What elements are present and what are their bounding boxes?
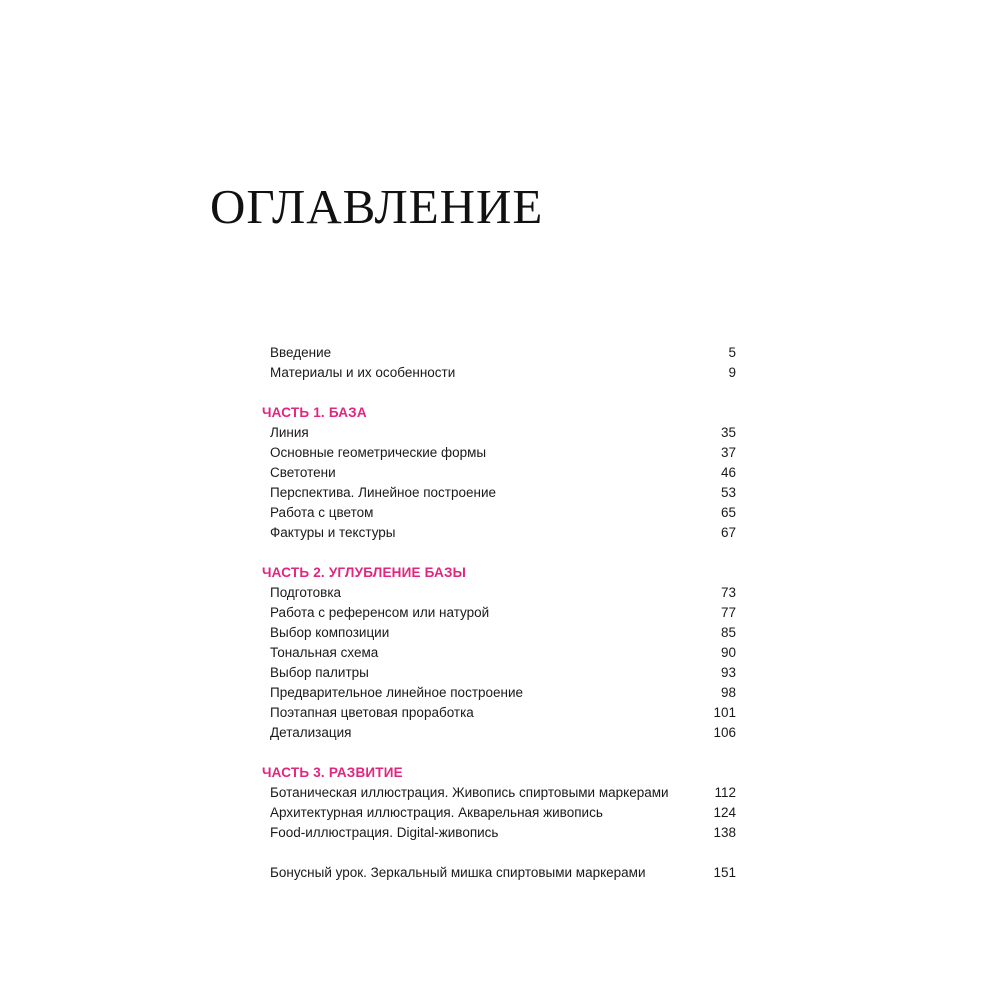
toc-entry-label: Введение <box>270 345 332 360</box>
toc-entry-label: Работа с цветом <box>270 505 374 520</box>
toc-entry-page: 93 <box>720 665 736 680</box>
spacer <box>262 383 736 403</box>
toc-entry-label: Детализация <box>270 725 352 740</box>
toc-entry-page: 9 <box>728 365 736 380</box>
toc-entry-page: 77 <box>720 605 736 620</box>
toc-entry[interactable] <box>262 503 736 523</box>
spacer <box>262 843 736 863</box>
toc-entry[interactable] <box>262 423 736 443</box>
table-of-contents <box>262 343 736 883</box>
toc-entry-label: Предварительное линейное построение <box>270 685 524 700</box>
toc-entry-page: 37 <box>720 445 736 460</box>
toc-entry-label: Работа с референсом или натурой <box>270 605 490 620</box>
toc-entry[interactable] <box>262 643 736 663</box>
toc-entry-page: 67 <box>720 525 736 540</box>
toc-entry-page: 151 <box>713 865 736 880</box>
toc-entry-page: 138 <box>713 825 736 840</box>
toc-entry-materials[interactable] <box>262 363 736 383</box>
part-1-heading: ЧАСТЬ 1. БАЗА <box>262 405 367 420</box>
toc-entry[interactable] <box>262 443 736 463</box>
toc-entry-label: Линия <box>270 425 309 440</box>
toc-entry-page: 98 <box>720 685 736 700</box>
spacer <box>262 743 736 763</box>
toc-entry-page: 5 <box>728 345 736 360</box>
toc-entry-label: Бонусный урок. Зеркальный мишка спиртовыми маркерами <box>270 865 646 880</box>
toc-entry-label: Подготовка <box>270 585 342 600</box>
toc-entry-introduction[interactable] <box>262 343 736 363</box>
toc-entry-label: Food-иллюстрация. Digital-живопись <box>270 825 499 840</box>
toc-entry[interactable] <box>262 483 736 503</box>
toc-entry[interactable] <box>262 723 736 743</box>
toc-entry-label: Выбор композиции <box>270 625 390 640</box>
toc-entry[interactable] <box>262 463 736 483</box>
toc-entry[interactable] <box>262 703 736 723</box>
toc-entry-page: 73 <box>720 585 736 600</box>
toc-entry[interactable] <box>262 663 736 683</box>
toc-entry[interactable] <box>262 623 736 643</box>
toc-entry-page: 85 <box>720 625 736 640</box>
toc-entry[interactable] <box>262 783 736 803</box>
toc-entry-page: 106 <box>713 725 736 740</box>
toc-entry-label: Ботаническая иллюстрация. Живопись спиртовыми маркерами <box>270 785 669 800</box>
toc-entry-page: 101 <box>713 705 736 720</box>
toc-entry[interactable] <box>262 523 736 543</box>
toc-entry[interactable] <box>262 683 736 703</box>
toc-entry-label: Выбор палитры <box>270 665 369 680</box>
toc-entry-label: Тональная схема <box>270 645 379 660</box>
part-3-heading: ЧАСТЬ 3. РАЗВИТИЕ <box>262 765 403 780</box>
toc-entry[interactable] <box>262 583 736 603</box>
page-title: ОГЛАВЛЕНИЕ <box>210 179 544 234</box>
toc-entry[interactable] <box>262 823 736 843</box>
toc-entry-label: Перспектива. Линейное построение <box>270 485 497 500</box>
toc-entry-page: 90 <box>720 645 736 660</box>
toc-entry[interactable] <box>262 803 736 823</box>
spacer <box>262 543 736 563</box>
toc-entry-page: 65 <box>720 505 736 520</box>
toc-entry-label: Поэтапная цветовая проработка <box>270 705 474 720</box>
toc-entry-label: Архитектурная иллюстрация. Акварельная живопись <box>270 805 603 820</box>
toc-entry-label: Светотени <box>270 465 336 480</box>
toc-entry[interactable] <box>262 603 736 623</box>
part-2-heading: ЧАСТЬ 2. УГЛУБЛЕНИЕ БАЗЫ <box>262 565 467 580</box>
toc-entry-page: 124 <box>713 805 736 820</box>
toc-entry-page: 112 <box>714 785 736 800</box>
toc-entry-page: 35 <box>720 425 736 440</box>
toc-entry-label: Материалы и их особенности <box>270 365 456 380</box>
toc-entry-page: 46 <box>720 465 736 480</box>
toc-entry-bonus[interactable] <box>262 863 736 883</box>
toc-entry-page: 53 <box>720 485 736 500</box>
toc-entry-label: Фактуры и текстуры <box>270 525 396 540</box>
toc-entry-label: Основные геометрические формы <box>270 445 487 460</box>
